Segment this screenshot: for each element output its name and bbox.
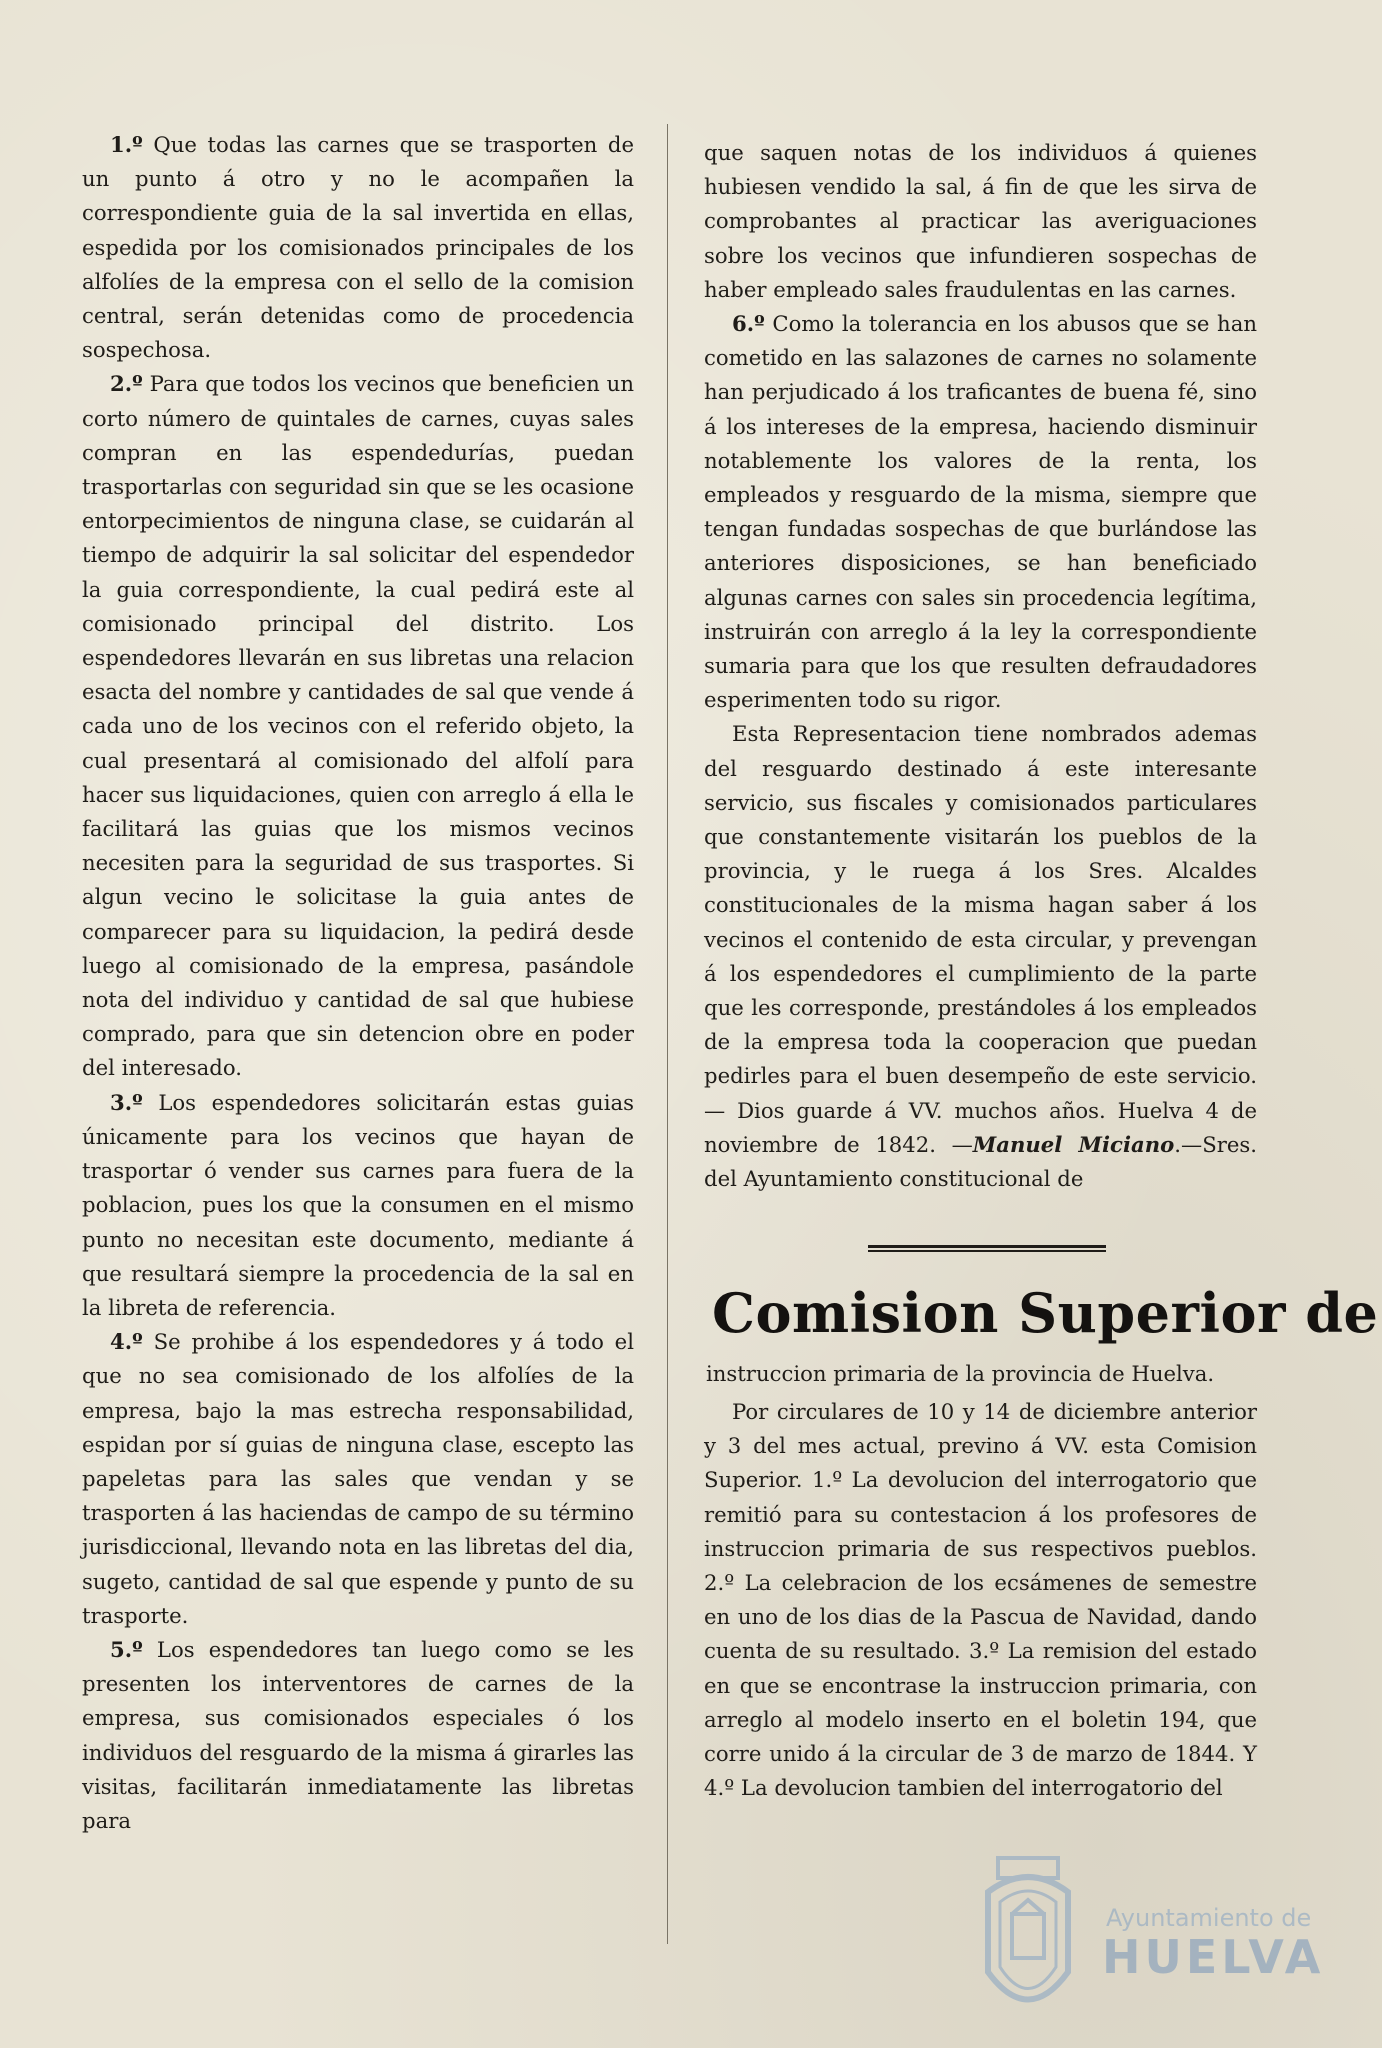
article-text: Los espendedores solicitarán estas guias únicamente para los vecinos que hayan de trasportar ó vender sus carnes para fuera de la poblacion, pues los que la consumen en el mismo punto no necesitan este documento, mediante á que resultará siempre la procedencia de la sal en la libreta de referencia. [82,1089,634,1320]
signature-closing: .—Sres. del Ayuntamiento constitucional de [704,1131,1257,1192]
section-divider-rule [868,1245,1106,1252]
article-text: Como la tolerancia en los abusos que se han cometido en las salazones de carnes no solamente han perjudicado á los traficantes de buena fé, sino á los intereses de la empresa, haciendo disminuir notablemente los valores de la renta, los empleados y resguardo de la misma, siempre que tengan fundadas sospechas de que burlándose las anteriores disposiciones, se han beneficiado algunas carnes con sales sin procedencia legítima, instruirán con arreglo á la ley la correspondiente sumaria para que los que resulten defraudadores esperimenten todo su rigor. [704,311,1257,713]
article-text: Que todas las carnes que se trasporten de un punto á otro y no le acompañen la correspondiente guia de la sal invertida en ellas, espedida por los comisionados principales de los alfolíes de la empresa con el sello de la comision central, serán detenidas como de procedencia sospechosa. [82,132,634,363]
left-column [82,128,634,1838]
section-body-column [704,1395,1257,1805]
city-seal-icon [968,1852,1088,2032]
section-body: Por circulares de 10 y 14 de diciembre anterior y 3 del mes actual, previno á VV. esta Comision Superior. 1.º La devolucion del interrogatorio que remitió para su contestacion á los profesores de instruccion primaria de sus respectivos pueblos. 2.º La celebracion de los ecsámenes de semestre en uno de los dias de la Pascua de Navidad, dando cuenta de su resultado. 3.º La remision del estado en que se encontrase la instruccion primaria, con arreglo al modelo inserto en el boletin 194, que corre unido á la circular de 3 de marzo de 1844. Y 4.º La devolucion tambien del interrogatorio del [704,1399,1257,1801]
watermark-line2: HUELVA [1102,1930,1325,1984]
article-4 [82,1325,634,1633]
column-divider [667,124,668,1944]
article-text: Para que todos los vecinos que beneficien un corto número de quintales de carnes, cuyas sales compran en las espendedurías, puedan trasportarlas con seguridad sin que se les ocasione entorpecimientos de ninguna clase, se cuidarán al tiempo de adquirir la sal solicitar del espendedor la guia correspondiente, la cual pedirá este al comisionado principal del distrito. Los espendedores llevarán en sus libretas una relacion esacta del nombre y cantidades de sal que vende á cada uno de los vecinos con el referido objeto, la cual presentará al comisionado del alfolí para hacer sus liquidaciones, quien con arreglo á ella le facilitará las guias que los mismos vecinos necesiten para la seguridad de sus trasportes. Si algun vecino le solicitase la guia antes de comparecer para su liquidacion, la pedirá desde luego al comisionado de la empresa, pasándole nota del individuo y cantidad de sal que hubiese comprado, para que sin detencion obre en poder del interesado. [82,371,634,1081]
section-subheading: instruccion primaria de la provincia de Huelva. [706,1361,1215,1386]
article-5-continued [704,136,1257,307]
article-text: Los espendedores tan luego como se les presenten los interventores de carnes de la empresa, sus comisionados especiales ó los individuos del resguardo de la misma á girarles las visitas, facilitarán inmediatamente las libretas para [82,1636,634,1833]
article-2 [82,367,634,1085]
article-number: 3.º [110,1089,143,1115]
article-6 [704,307,1257,717]
article-3 [82,1086,634,1325]
right-column [704,136,1257,1196]
article-number: 4.º [110,1329,143,1355]
article-number: 6.º [732,311,765,337]
watermark-line1: Ayuntamiento de [1106,1904,1312,1932]
article-number: 5.º [110,1636,143,1662]
article-1 [82,128,634,367]
article-text: que saquen notas de los individuos á quienes hubiesen vendido la sal, á fin de que les sirva de comprobantes al practicar las averiguaciones sobre los vecinos que infundieren sospechas de haber empleado sales fraudulentas en las carnes. [704,140,1257,302]
article-text: Se prohibe á los espendedores y á todo el que no sea comisionado de los alfolíes de la empresa, bajo la mas estrecha responsabilidad, espidan por sí guias de ninguna clase, escepto las papeletas para las sales que vendan y se trasporten á las haciendas de campo de su término jurisdiccional, llevando nota en las libretas del dia, sugeto, cantidad de sal que espende y punto de su trasporte. [82,1329,634,1628]
section-heading: Comision Superior de [712,1281,1379,1345]
watermark [968,1852,1325,2032]
closing-paragraph [704,717,1257,1196]
article-number: 1.º [110,132,143,157]
closing-text: Esta Representacion tiene nombrados ademas del resguardo destinado á este interesante servicio, sus fiscales y comisionados particulares que constantemente visitarán los pueblos de la provincia, y le ruega á los Sres. Alcaldes constitucionales de la misma hagan saber á los vecinos el contenido de esta circular, y prevengan á los espendedores el cumplimiento de la parte que les corresponde, prestándoles á los empleados de la empresa toda la cooperacion que puedan pedirles para el buen desempeño de este servicio.— Dios guarde á VV. muchos años. Huelva 4 de noviembre de 1842. — [704,721,1257,1157]
signature-name: Manuel Miciano [972,1131,1175,1157]
article-5 [82,1633,634,1838]
article-number: 2.º [110,371,143,397]
